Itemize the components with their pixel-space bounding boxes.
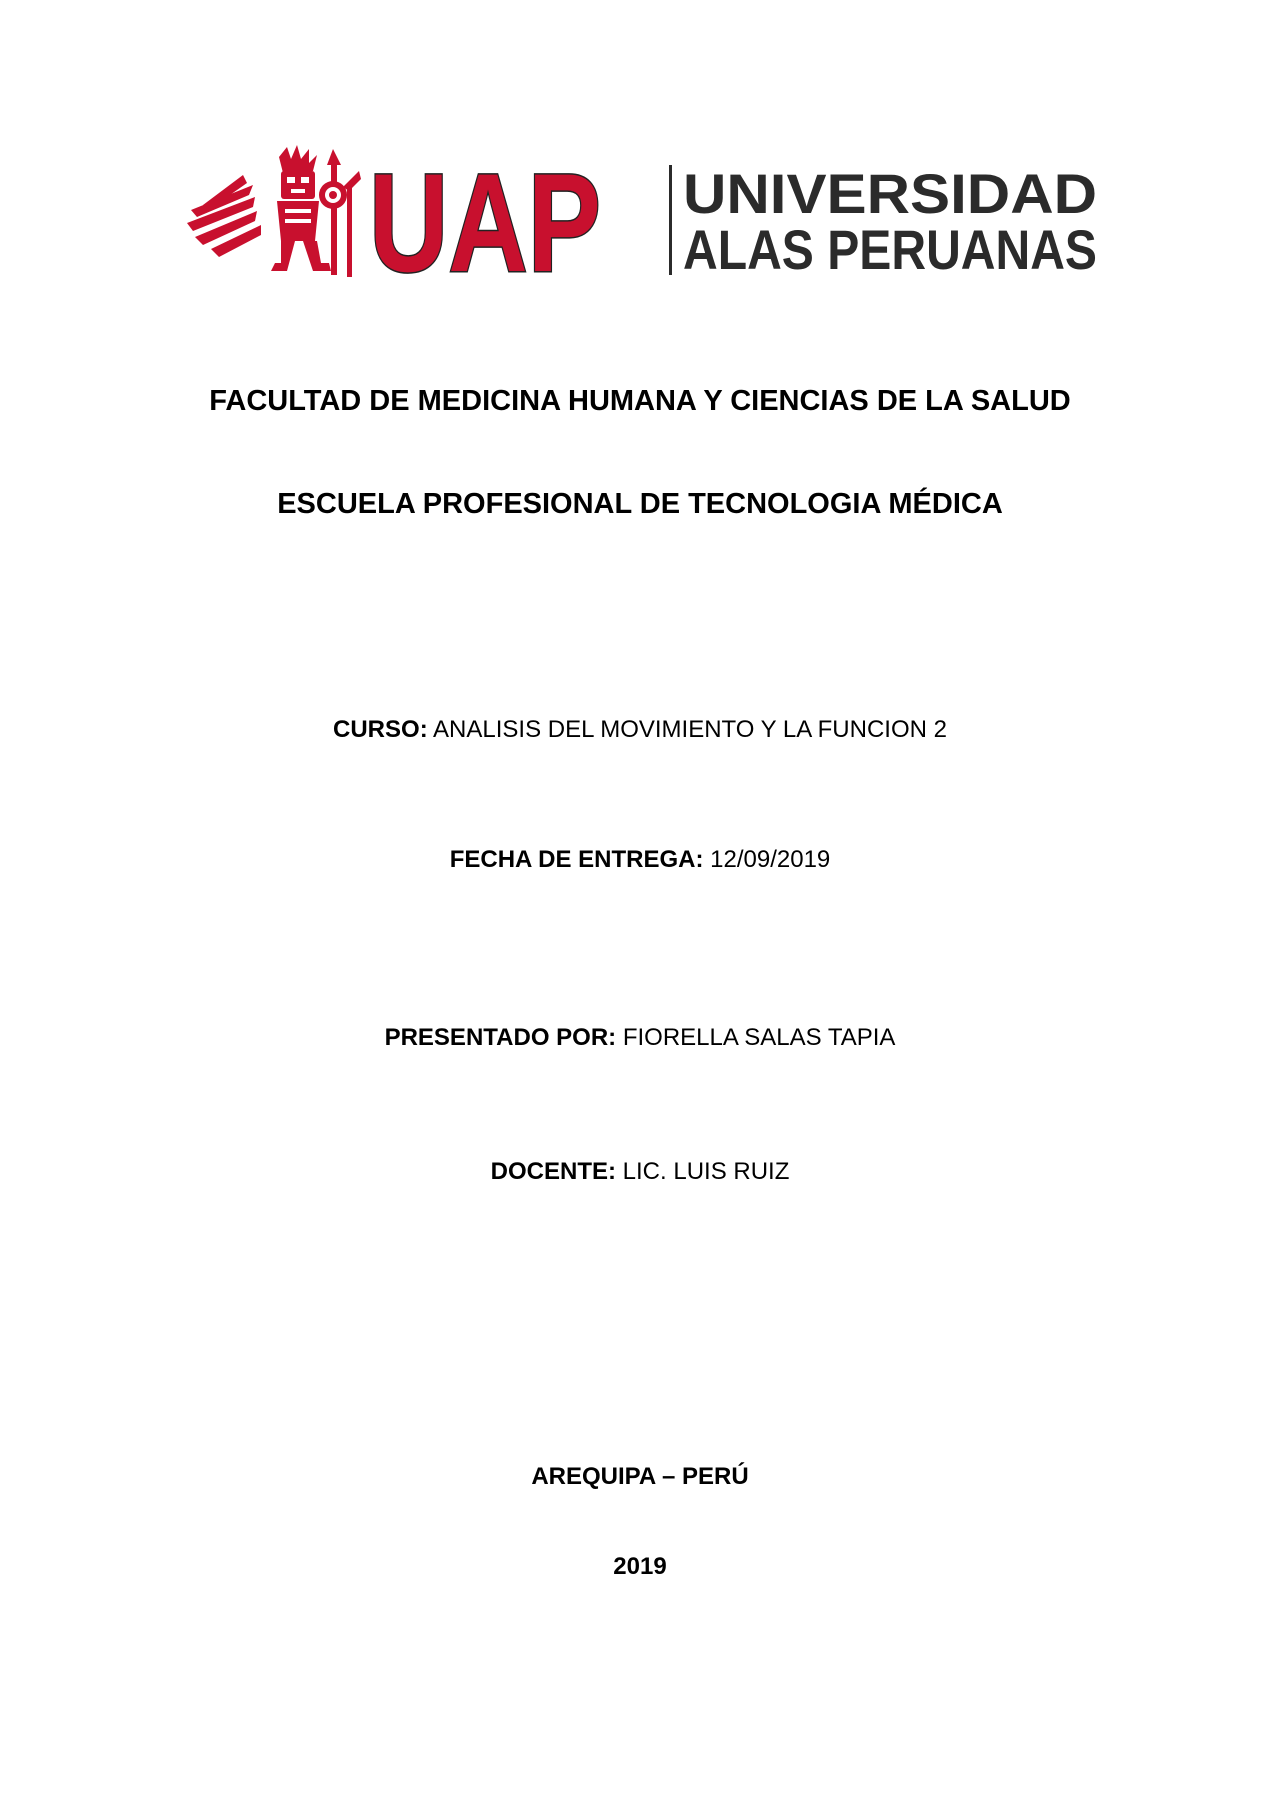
course-value: ANALISIS DEL MOVIMIENTO Y LA FUNCION 2: [433, 716, 947, 743]
logo-name-line1: UNIVERSIDAD: [683, 162, 1097, 225]
teacher-value: LIC. LUIS RUIZ: [622, 1158, 790, 1185]
winged-warrior-emblem-icon: [187, 145, 361, 277]
logo-acronym: UAP: [369, 144, 601, 301]
due-date-label: FECHA DE ENTREGA:: [449, 846, 704, 873]
presented-by-line: [0, 1024, 1280, 1052]
course-line: [0, 716, 1280, 744]
due-date-value: 12/09/2019: [710, 846, 831, 873]
faculty-heading: FACULTAD DE MEDICINA HUMANA Y CIENCIAS DE LA SALUD: [209, 385, 1071, 417]
teacher-line: [0, 1158, 1280, 1186]
presented-by-label: PRESENTADO POR:: [384, 1024, 617, 1051]
due-date-line: [0, 846, 1280, 874]
school-heading: ESCUELA PROFESIONAL DE TECNOLOGIA MÉDICA: [277, 488, 1003, 520]
course-label: CURSO:: [333, 716, 428, 743]
year: 2019: [613, 1553, 667, 1580]
location: AREQUIPA – PERÚ: [531, 1463, 749, 1490]
university-logo: [183, 144, 1103, 301]
presented-by-value: FIORELLA SALAS TAPIA: [622, 1024, 896, 1051]
teacher-label: DOCENTE:: [490, 1158, 616, 1185]
logo-name-line2: ALAS PERUANAS: [683, 218, 1097, 281]
logo-divider: [669, 165, 672, 275]
